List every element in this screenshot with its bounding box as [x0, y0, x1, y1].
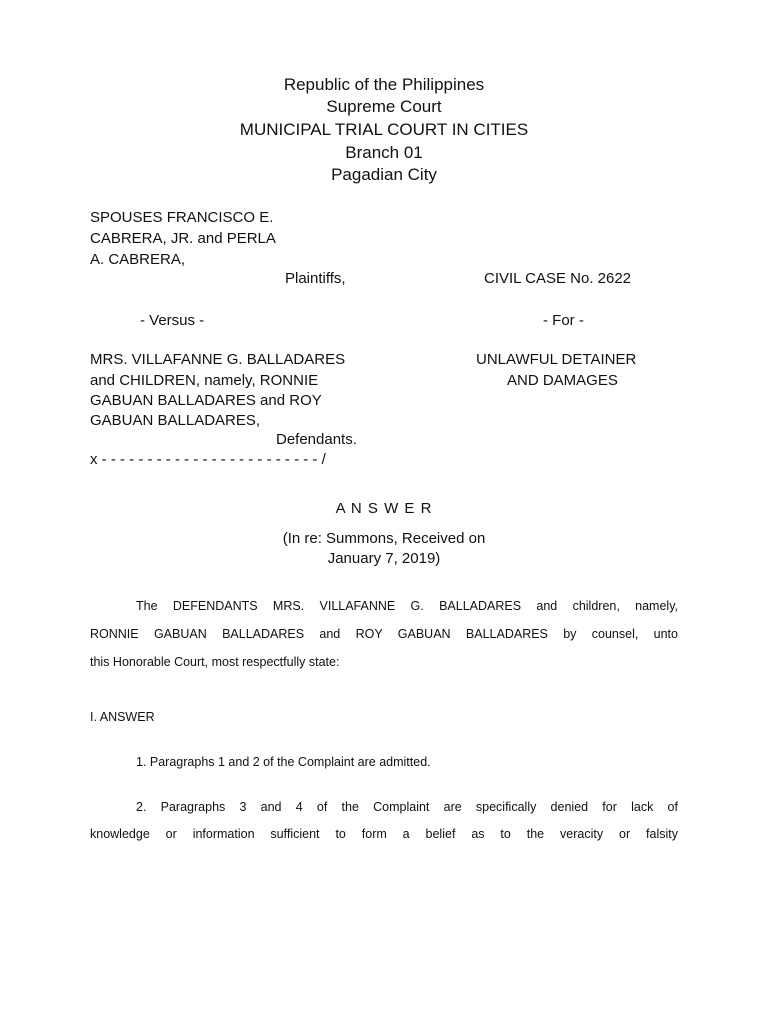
defendants-line-4: GABUAN BALLADARES,	[90, 412, 261, 429]
document-title: A N S W E R	[335, 500, 433, 517]
plaintiffs-line-2: CABRERA, JR. and PERLA	[90, 230, 276, 247]
intro-line-2: RONNIE GABUAN BALLADARES and ROY GABUAN BALLADARES by counsel, unto	[90, 627, 678, 641]
header-city: Pagadian City	[331, 165, 437, 184]
paragraph-2-line-1: 2. Paragraphs 3 and 4 of the Complaint are specifically denied for lack of	[136, 800, 678, 814]
nature-line-2: AND DAMAGES	[507, 372, 618, 389]
versus-label: - Versus -	[140, 312, 205, 329]
plaintiffs-label: Plaintiffs,	[285, 270, 346, 287]
defendants-line-2: and CHILDREN, namely, RONNIE	[90, 372, 319, 389]
header-branch: Branch 01	[345, 143, 423, 162]
header-court-name: MUNICIPAL TRIAL COURT IN CITIES	[239, 120, 529, 139]
document-subtitle-1: (In re: Summons, Received on	[282, 530, 486, 547]
paragraph-1: 1. Paragraphs 1 and 2 of the Complaint are admitted.	[136, 755, 431, 769]
nature-line-1: UNLAWFUL DETAINER	[476, 351, 637, 368]
document-subtitle-2: January 7, 2019)	[327, 550, 441, 567]
header-republic: Republic of the Philippines	[283, 75, 485, 94]
defendants-line-1: MRS. VILLAFANNE G. BALLADARES	[90, 351, 346, 368]
plaintiffs-line-3: A. CABRERA,	[90, 251, 186, 268]
header-supreme-court: Supreme Court	[326, 97, 442, 116]
section-heading-answer: I. ANSWER	[90, 710, 155, 724]
intro-line-1: The DEFENDANTS MRS. VILLAFANNE G. BALLADARES and children, namely,	[136, 599, 678, 613]
caption-separator: x - - - - - - - - - - - - - - - - - - - - - - - - /	[90, 451, 326, 468]
defendants-line-3: GABUAN BALLADARES and ROY	[90, 392, 322, 409]
for-label: - For -	[543, 312, 584, 329]
plaintiffs-line-1: SPOUSES FRANCISCO E.	[90, 209, 274, 226]
case-number: CIVIL CASE No. 2622	[484, 270, 632, 287]
intro-line-3: this Honorable Court, most respectfully state:	[90, 655, 340, 669]
defendants-label: Defendants.	[276, 431, 357, 448]
paragraph-2-line-2: knowledge or information sufficient to form a belief as to the veracity or falsity	[90, 827, 678, 841]
